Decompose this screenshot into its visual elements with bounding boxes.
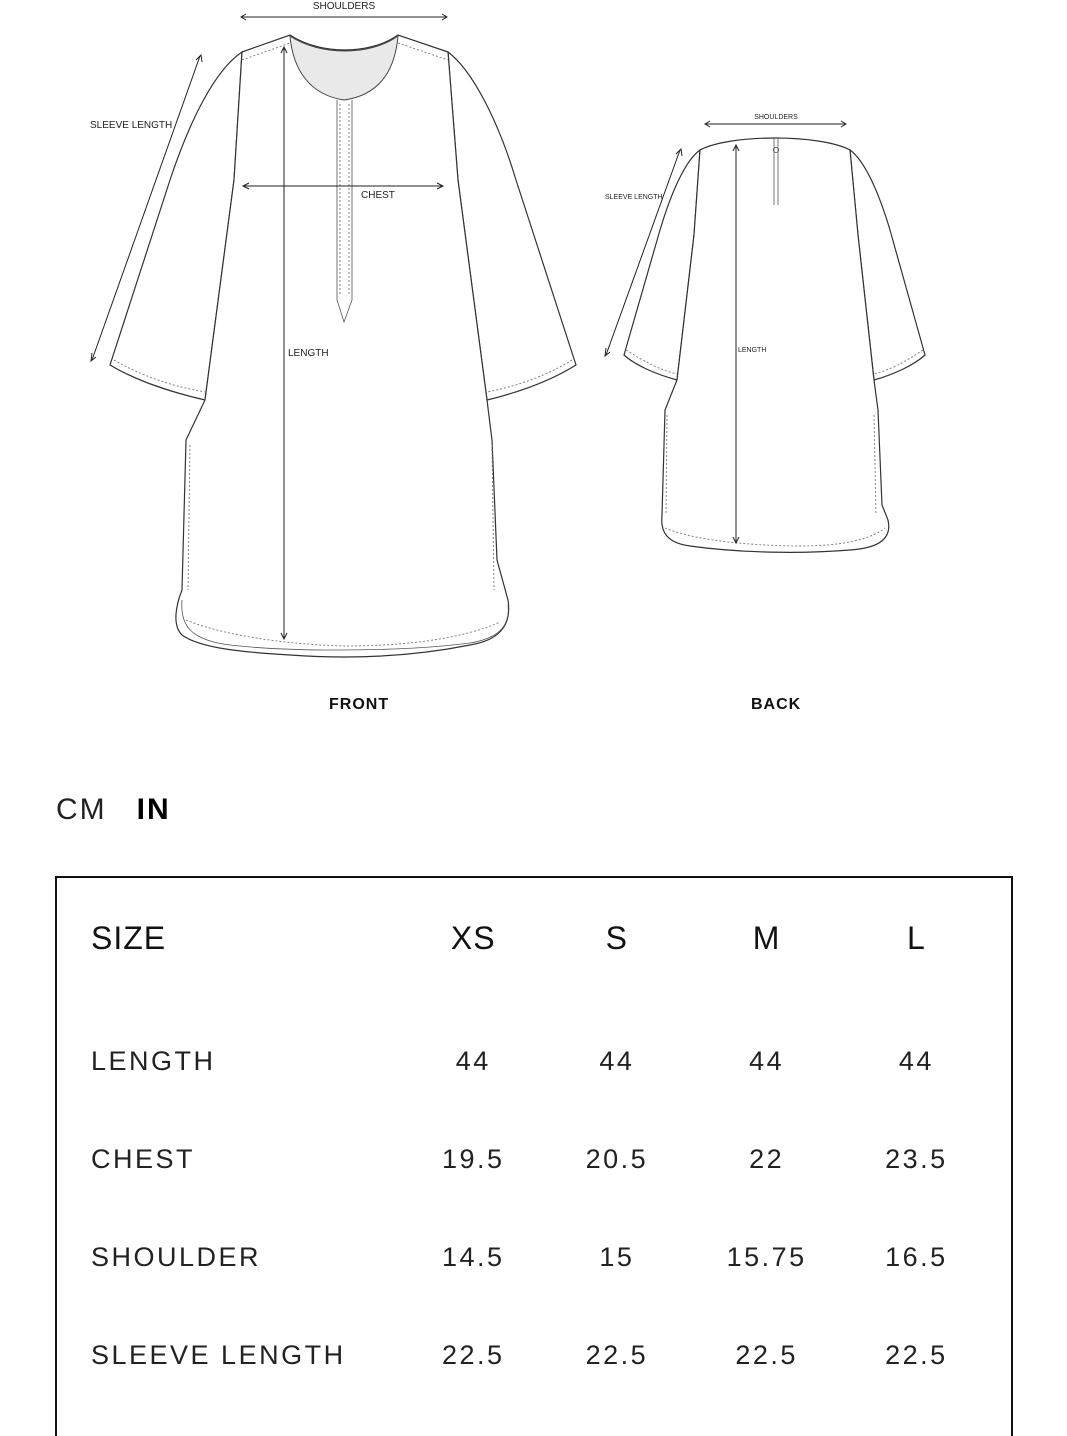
back-garment-sketch xyxy=(624,138,925,552)
size-table xyxy=(91,914,1011,1404)
size-m-header: M xyxy=(752,919,781,956)
back-shoulders-label: SHOULDERS xyxy=(754,114,798,121)
size-xs-header: XS xyxy=(450,919,496,956)
front-garment-sketch xyxy=(110,35,576,657)
table-row xyxy=(91,1012,1011,1110)
table-cell: 22.5 xyxy=(441,1339,505,1370)
table-row xyxy=(91,1110,1011,1208)
unit-toggle xyxy=(56,793,171,827)
size-l-header: L xyxy=(907,919,926,956)
back-length-label: LENGTH xyxy=(738,347,767,354)
front-chest-label: CHEST xyxy=(361,190,395,201)
table-cell: 23.5 xyxy=(885,1143,948,1174)
front-shoulders-label: SHOULDERS xyxy=(312,1,376,12)
table-row xyxy=(91,1306,1011,1404)
table-cell: 44 xyxy=(599,1045,635,1076)
back-sleeve-length-label: SLEEVE LENGTH xyxy=(605,194,663,201)
row-label: SLEEVE LENGTH xyxy=(91,1339,346,1370)
table-row xyxy=(91,1208,1011,1306)
size-chart xyxy=(55,876,1013,1436)
table-cell: 19.5 xyxy=(441,1143,505,1174)
front-sleeve-length-label: SLEEVE LENGTH xyxy=(90,120,173,131)
row-label: SHOULDER xyxy=(91,1241,262,1272)
unit-option-cm[interactable]: CM xyxy=(56,793,107,826)
table-cell: 44 xyxy=(749,1045,785,1076)
size-s-header: S xyxy=(605,919,629,956)
table-cell: 22.5 xyxy=(585,1339,649,1370)
table-cell: 16.5 xyxy=(885,1241,948,1272)
front-view-label: FRONT xyxy=(329,696,390,713)
table-cell: 20.5 xyxy=(585,1143,649,1174)
table-cell: 22.5 xyxy=(885,1339,948,1370)
table-cell: 22.5 xyxy=(735,1339,798,1370)
row-label: CHEST xyxy=(91,1143,196,1174)
table-header-row xyxy=(91,914,1011,1012)
table-cell: 22 xyxy=(749,1143,785,1174)
back-view-label: BACK xyxy=(751,696,802,713)
table-cell: 44 xyxy=(898,1045,934,1076)
table-cell: 15 xyxy=(599,1241,635,1272)
table-cell: 14.5 xyxy=(441,1241,505,1272)
size-header: SIZE xyxy=(91,919,167,956)
row-label: LENGTH xyxy=(91,1045,216,1076)
table-cell: 44 xyxy=(455,1045,491,1076)
unit-option-in[interactable]: IN xyxy=(136,793,171,826)
front-length-label: LENGTH xyxy=(288,348,329,359)
table-cell: 15.75 xyxy=(726,1241,807,1272)
